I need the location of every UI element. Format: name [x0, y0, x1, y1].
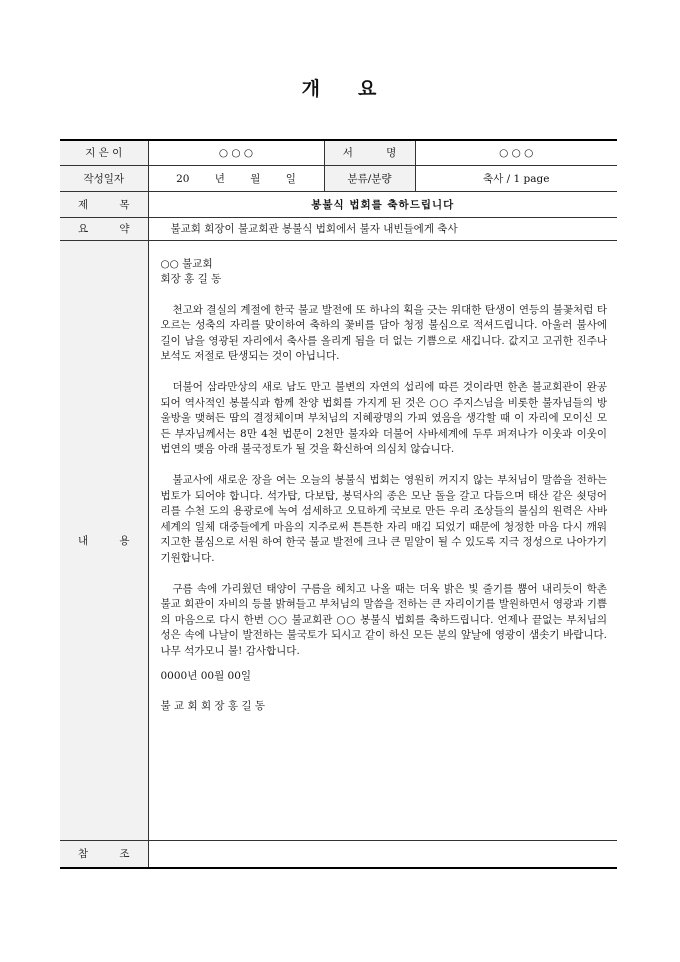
- paragraph-1: 천고와 결실의 계절에 한국 불교 발전에 또 하나의 획을 긋는 위대한 탄생이 연등의 불꽃처럼 타오르는 성축의 자리를 맞이하여 축하의 꽃비를 담아 청정 불심으로 적셔드립니다. 아울러 불사에 길이 남을 영광된 자리에서 축사를 올리게 됨을 더 없는 기쁨으로 새깁니다. 값지고 고귀한 진주나 보석도 저절로 탄생되는 것이 아닙니다.: [160, 303, 607, 363]
- date-row: [60, 165, 617, 191]
- reference-row: [60, 840, 617, 868]
- document-summary-table: [60, 139, 617, 869]
- page-title: [0, 74, 680, 101]
- reference-value: [148, 840, 617, 868]
- summary-value: 불교회 회장이 불교회관 봉불식 법회에서 불자 내빈들에게 축사: [148, 217, 617, 240]
- subject-label: 제 목: [60, 191, 148, 217]
- paragraph-3: 불교사에 새로운 장을 여는 오늘의 봉불식 법회는 영원히 꺼지지 않는 부처님이 말씀을 전하는 법토가 되어야 합니다. 석가탑, 다보탑, 봉덕사의 종은 모난 돌을 갈고 다듬으며 태산 같은 쇳덩어리를 수천 도의 용광로에 녹여 섬세하고 오묘하게 국보로 만든 우리 조상들의 불심의 원력은 사바세계의 일체 대중들에게 마음의 지주로써 튼튼한 자리 매김 되었기 때문에 청정한 마음 다시 깨워 지고한 불심으로 서원 하여 한국 불교 발전에 크나 큰 밑알이 될 수 있도록 지극 정성으로 나아가기 기원합니다.: [160, 474, 607, 564]
- subject-row: [60, 191, 617, 217]
- subject-value: 봉불식 법회를 축하드립니다: [148, 191, 617, 217]
- content-body: [148, 240, 617, 840]
- author-label: 지 은 이: [60, 140, 148, 165]
- page-title-char-2: 요: [358, 78, 379, 100]
- content-row: [60, 240, 617, 840]
- book-name-value: ○ ○ ○: [415, 140, 617, 165]
- signature: 불 교 회 회 장 홍 길 동: [160, 700, 266, 713]
- author-value: ○ ○ ○: [148, 140, 324, 165]
- organization-name: ○○ 불교회: [160, 257, 213, 270]
- category-value: 축사 / 1 page: [415, 165, 617, 191]
- summary-label: 요 약: [60, 217, 148, 240]
- page-title-char-1: 개: [301, 78, 322, 100]
- date-value: 20 년 월 일: [148, 165, 324, 191]
- summary-row: [60, 217, 617, 240]
- speaker-name: 회장 홍 길 동: [160, 273, 222, 286]
- reference-label: 참 조: [60, 840, 148, 868]
- date-label: 작성일자: [60, 165, 148, 191]
- date-line: 0000년 00월 00일: [160, 669, 252, 682]
- paragraph-2: 더불어 삼라만상의 새로 남도 만고 불변의 자연의 섭리에 따른 것이라면 한촌 불교회관이 완공되어 역사적인 봉불식과 함께 찬양 법회를 가지게 된 것은 ○○ 주지스님을 비롯한 불자님들의 방울방울 맺혀든 땀의 결정체이며 부처님의 지혜광명의 가피 였음을 생각할 때 이 자리에 모이신 모든 부자님께서는 8만 4천 법문이 2천만 불자와 더불어 사바세계에 두루 퍼져나가 이웃과 이웃이 법연의 맺음 아래 불국정토가 될 것을 확신하여 의심치 않습니다.: [160, 381, 607, 456]
- book-name-label: 서 명: [324, 140, 415, 165]
- content-label: 내 용: [60, 240, 148, 840]
- paragraph-4: 구름 속에 가리웠던 태양이 구름을 헤치고 나올 때는 더욱 밝은 빛 줄기를 뿜어 내리듯이 학촌 불교 회관이 자비의 등불 밝혀들고 부처님의 말씀을 전하는 큰 자리이기를 발원하면서 영광과 기쁨의 마음으로 다시 한번 ○○ 불교회관 ○○ 봉불식 법회를 축하드립니다. 언제나 끝없는 부처님의 성은 속에 나날이 발전하는 불국토가 되시고 같이 하신 모든 분의 앞날에 영광이 샘솟기 바랍니다. 나무 석가모니 불! 감사합니다.: [160, 582, 607, 657]
- category-label: 분류/분량: [324, 165, 415, 191]
- author-row: [60, 140, 617, 165]
